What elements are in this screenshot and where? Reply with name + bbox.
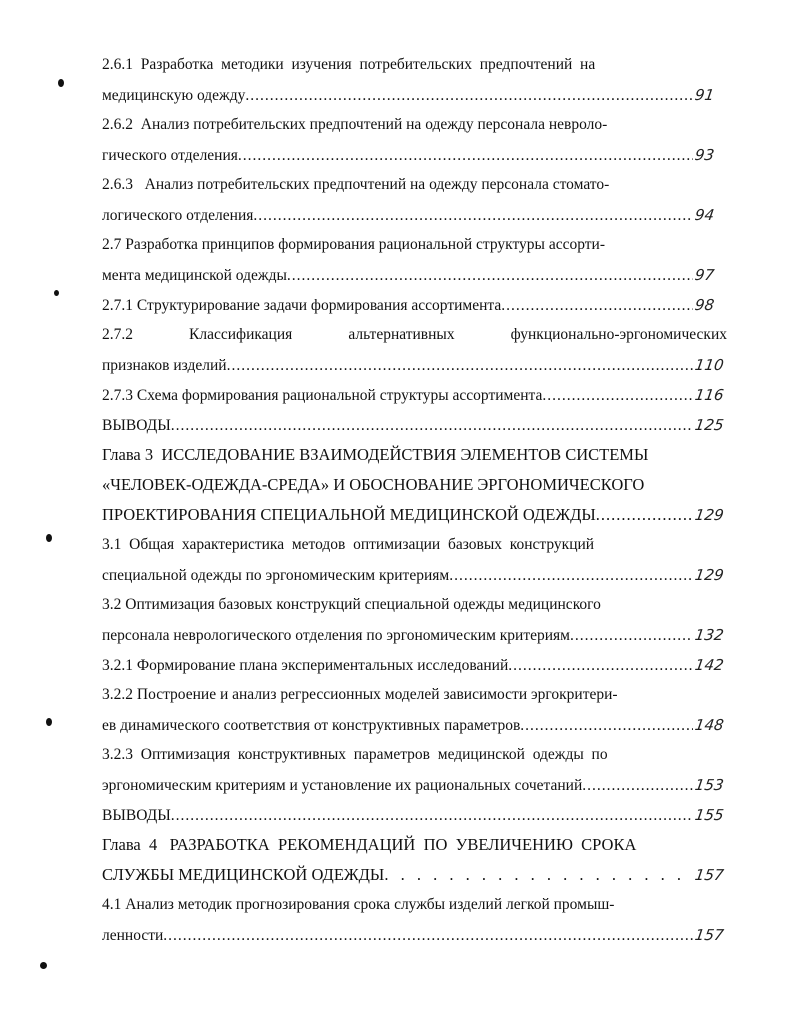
chapter-title: Глава 4 РАЗРАБОТКА РЕКОМЕНДАЦИЙ ПО УВЕЛИЧЕНИЮ СРОКА	[102, 835, 637, 854]
toc-entry-title-cont: ленности	[102, 927, 164, 944]
leader-dots	[596, 500, 693, 530]
page-number: 97	[693, 266, 716, 284]
leader-dots	[508, 651, 693, 681]
leader-dots	[501, 291, 693, 321]
leader-dots	[171, 411, 693, 441]
toc-entry-2-7-3[interactable]	[102, 380, 727, 410]
toc-entry-title-cont: персонала неврологического отделения по эргономическим критериям	[102, 627, 570, 644]
toc-entry-title: 2.6.1 Разработка методики изучения потребительских предпочтений на	[102, 56, 596, 73]
toc-chapter-3[interactable]	[102, 440, 727, 530]
toc-entry-word: альтернативных	[348, 326, 455, 343]
margin-mark	[46, 718, 52, 726]
toc-entry-title: 2.6.3 Анализ потребительских предпочтений на одежду персонала стомато-	[102, 176, 610, 193]
toc-entry-title: 3.1 Общая характеристика методов оптимизации базовых конструкций	[102, 536, 595, 553]
chapter-title-cont: СЛУЖБЫ МЕДИЦИНСКОЙ ОДЕЖДЫ	[102, 865, 385, 884]
toc-entry-4-1[interactable]	[102, 890, 727, 950]
page-number: 157	[693, 926, 725, 944]
margin-mark	[58, 79, 64, 87]
toc-entry-3-2[interactable]	[102, 590, 727, 650]
toc-entry-title: 3.2.3 Оптимизация конструктивных параметров медицинской одежды по	[102, 746, 608, 763]
page-number: 116	[693, 386, 725, 404]
leader-dots	[287, 261, 693, 291]
chapter-title: Глава 3 ИССЛЕДОВАНИЕ ВЗАИМОДЕЙСТВИЯ ЭЛЕМЕНТОВ СИСТЕМЫ	[102, 445, 649, 464]
page-number: 110	[693, 356, 725, 374]
toc-entry-title-cont: медицинскую одежду	[102, 87, 246, 104]
toc-entry-2-6-3[interactable]	[102, 170, 727, 230]
leader-dots	[171, 801, 693, 831]
toc-entry-word: 2.7.2	[102, 326, 133, 343]
toc-entry-title: 4.1 Анализ методик прогнозирования срока службы изделий легкой промыш-	[102, 896, 615, 913]
toc-entry-word: Классификация	[189, 326, 293, 343]
chapter-title-cont: «ЧЕЛОВЕК-ОДЕЖДА-СРЕДА» И ОБОСНОВАНИЕ ЭРГОНОМИЧЕСКОГО	[102, 475, 645, 494]
toc-entry-title-cont: мента медицинской одежды	[102, 267, 287, 284]
toc-entry-2-7[interactable]	[102, 230, 727, 290]
toc-entry-2-7-1[interactable]	[102, 290, 727, 320]
table-of-contents	[102, 50, 727, 950]
leader-dots	[245, 81, 693, 111]
page-number: 155	[693, 806, 725, 824]
leader-dots	[570, 621, 693, 651]
toc-entry-title-cont: гического отделения	[102, 147, 238, 164]
leader-dots	[238, 141, 693, 171]
chapter-title-cont: ПРОЕКТИРОВАНИЯ СПЕЦИАЛЬНОЙ МЕДИЦИНСКОЙ ОДЕЖДЫ	[102, 505, 596, 524]
page-number: 153	[693, 776, 725, 794]
toc-entry-2-6-1[interactable]	[102, 50, 727, 110]
toc-entry-title: 2.7.1 Структурирование задачи формирования ассортимента	[102, 297, 502, 314]
toc-entry-title-cont: логического отделения	[102, 207, 254, 224]
leader-dots	[582, 771, 693, 801]
page-number: 125	[693, 416, 725, 434]
toc-entry-title-cont: специальной одежды по эргономическим критериям	[102, 567, 450, 584]
toc-entry-3-1[interactable]	[102, 530, 727, 590]
leader-dots	[163, 921, 693, 951]
page-number: 91	[693, 86, 716, 104]
toc-entry-title: 3.2.2 Построение и анализ регрессионных моделей зависимости эргокритери-	[102, 686, 618, 703]
page-number: 132	[693, 626, 725, 644]
leader-dots	[449, 561, 693, 591]
toc-entry-3-2-1[interactable]	[102, 650, 727, 680]
page-number: 93	[693, 146, 716, 164]
toc-entry-conclusions-3[interactable]	[102, 800, 727, 830]
toc-entry-title: 3.2.1 Формирование плана экспериментальных исследований	[102, 657, 509, 674]
toc-entry-title-cont: признаков изделий	[102, 357, 227, 374]
toc-chapter-4[interactable]	[102, 830, 727, 890]
leader-dots	[520, 711, 693, 741]
leader-dots	[227, 351, 693, 381]
leader-dots	[253, 201, 693, 231]
toc-entry-title: ВЫВОДЫ	[102, 807, 171, 824]
page-number: 157	[693, 866, 725, 884]
toc-entry-title: ВЫВОДЫ	[102, 417, 171, 434]
page-number: 148	[693, 716, 725, 734]
leader-dots	[384, 860, 693, 890]
page-number: 142	[693, 656, 725, 674]
page-number: 129	[693, 566, 725, 584]
toc-entry-title: 2.6.2 Анализ потребительских предпочтений на одежду персонала невроло-	[102, 116, 608, 133]
page-number: 98	[693, 296, 716, 314]
toc-entry-2-6-2[interactable]	[102, 110, 727, 170]
page-number: 94	[693, 206, 716, 224]
margin-mark	[46, 534, 52, 542]
toc-entry-title-cont: эргономическим критериям и установление их рациональных сочетаний	[102, 777, 583, 794]
toc-entry-title-cont: ев динамического соответствия от конструктивных параметров	[102, 717, 521, 734]
toc-entry-conclusions-2[interactable]	[102, 410, 727, 440]
toc-entry-3-2-3[interactable]	[102, 740, 727, 800]
toc-entry-word: функционально-эргономических	[510, 326, 727, 343]
margin-mark	[40, 962, 47, 969]
page-number: 129	[693, 506, 725, 524]
toc-entry-title: 2.7.3 Схема формирования рациональной структуры ассортимента	[102, 387, 543, 404]
leader-dots	[542, 381, 693, 411]
toc-entry-3-2-2[interactable]	[102, 680, 727, 740]
toc-entry-title: 3.2 Оптимизация базовых конструкций специальной одежды медицинского	[102, 596, 601, 613]
margin-mark	[54, 290, 59, 296]
toc-entry-2-7-2[interactable]	[102, 320, 727, 380]
toc-entry-title: 2.7 Разработка принципов формирования рациональной структуры ассорти-	[102, 236, 606, 253]
